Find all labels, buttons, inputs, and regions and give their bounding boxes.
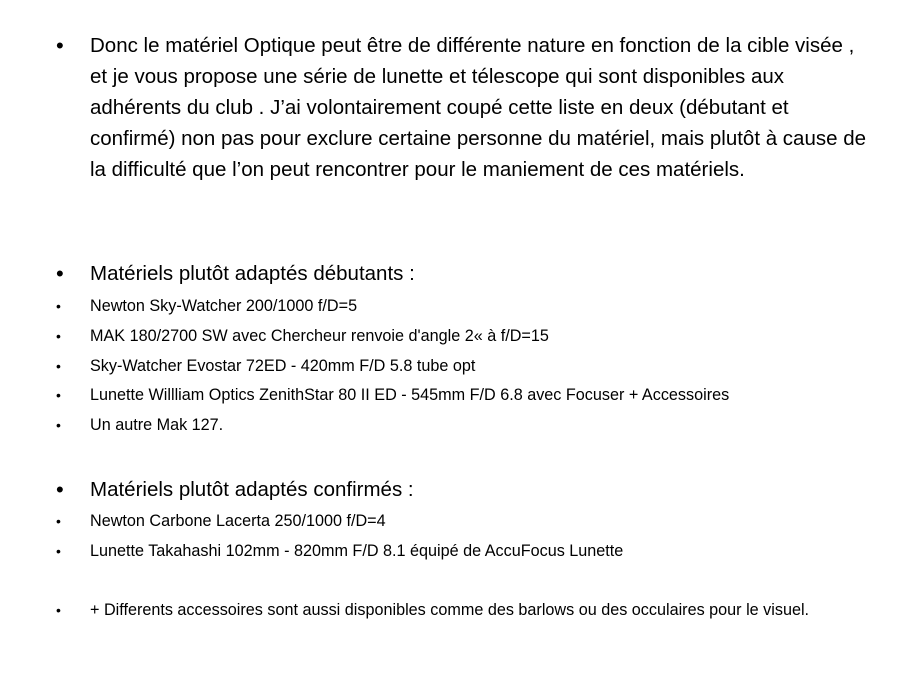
equipment-item: Lunette Takahashi 102mm - 820mm F/D 8.1 équipé de AccuFocus Lunette <box>90 542 624 560</box>
bullet-icon: • <box>56 513 61 529</box>
beginner-heading: Matériels plutôt adaptés débutants : <box>90 262 415 285</box>
bullet-icon: • <box>56 298 61 314</box>
equipment-item: Sky-Watcher Evostar 72ED - 420mm F/D 5.8 tube opt <box>90 357 476 375</box>
intro-paragraph: Donc le matériel Optique peut être de différente nature en fonction de la cible visée , et je vous propose une série de lunette et télescope qui sont disponibles aux adhérents du club . J’ai volontairement coupé cette liste en deux (débutant et confirmé) non pas pour exclure certaine personne du matériel, mais plutôt à cause de la difficulté que l’on peut rencontrer pour le maniement de ces matériels. <box>90 34 867 181</box>
bullet-icon: • <box>56 543 61 559</box>
equipment-item: Newton Carbone Lacerta 250/1000 f/D=4 <box>90 512 386 530</box>
bullet-icon: • <box>56 417 61 433</box>
bullet-icon: • <box>56 33 64 58</box>
bullet-icon: • <box>56 358 61 374</box>
bullet-icon: • <box>56 261 64 286</box>
equipment-item: Lunette Willliam Optics ZenithStar 80 II ED - 545mm F/D 6.8 avec Focuser + Accessoires <box>90 386 730 404</box>
confirmed-heading: Matériels plutôt adaptés confirmés : <box>90 478 414 501</box>
bullet-icon: • <box>56 328 61 344</box>
bullet-icon: • <box>56 602 61 618</box>
accessories-note: + Differents accessoires sont aussi disponibles comme des barlows ou des occulaires pour le visuel. <box>90 601 810 619</box>
equipment-item: Newton Sky-Watcher 200/1000 f/D=5 <box>90 297 358 315</box>
bullet-icon: • <box>56 477 64 502</box>
equipment-item: Un autre Mak 127. <box>90 416 224 434</box>
bullet-icon: • <box>56 387 61 403</box>
equipment-item: MAK 180/2700 SW avec Chercheur renvoie d'angle 2« à f/D=15 <box>90 327 549 345</box>
